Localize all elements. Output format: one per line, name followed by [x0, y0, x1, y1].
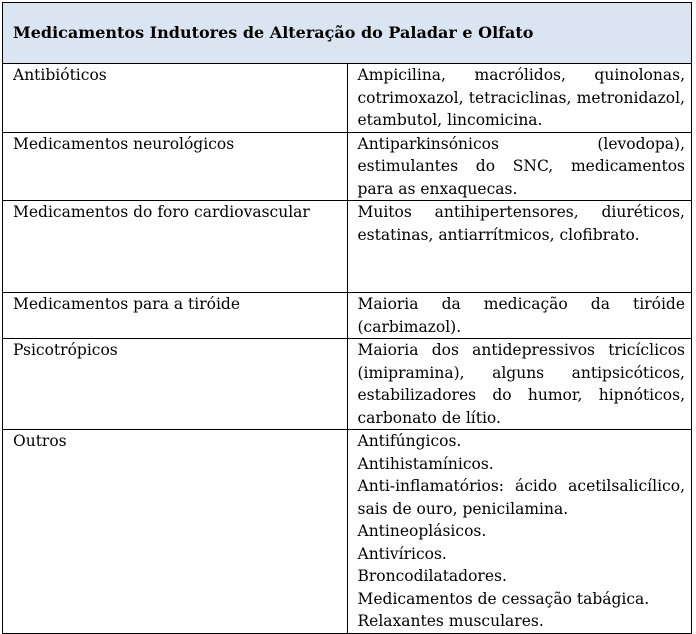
list-item: Antihistamínicos.: [357, 454, 494, 473]
category-cell: Antibióticos: [3, 64, 348, 133]
list-item: Antifúngicos.: [357, 432, 462, 450]
category-cell: Medicamentos para a tiróide: [3, 293, 348, 339]
table-row: [3, 293, 692, 339]
description-cell: Antiparkinsónicos (levodopa), estimulantes do SNC, medicamentos para as enxaquecas.: [347, 132, 692, 201]
description-cell: Maioria da medicação da tiróide (carbimazol).: [347, 293, 692, 339]
list-item: Antineoplásicos.: [357, 522, 487, 540]
table-row: [3, 64, 692, 133]
table-header-row: [3, 3, 692, 64]
drug-table: [2, 2, 692, 634]
list-item: Relaxantes musculares.: [357, 612, 544, 630]
category-cell: Medicamentos neurológicos: [3, 132, 348, 201]
category-cell: Psicotrópicos: [3, 339, 348, 430]
category-cell: Medicamentos do foro cardiovascular: [3, 201, 348, 293]
list-item: Antivíricos.: [357, 544, 447, 563]
description-cell: Ampicilina, macrólidos, quinolonas, cotrimoxazol, tetraciclinas, metronidazol, etambutol, lincomicina.: [347, 64, 692, 133]
table-row: [3, 339, 692, 430]
list-item: Broncodilatadores.: [357, 567, 507, 585]
list-item: Medicamentos de cessação tabágica.: [357, 589, 650, 608]
description-cell-list: [347, 430, 692, 634]
table-row: [3, 430, 692, 634]
list-item: Anti-inflamatórios: ácido acetilsalicílico, sais de ouro, penicilamina.: [357, 477, 685, 518]
description-cell: Muitos antihipertensores, diuréticos, estatinas, antiarrítmicos, clofibrato.: [347, 201, 692, 293]
table-title: Medicamentos Indutores de Alteração do Paladar e Olfato: [3, 3, 692, 64]
description-cell: Maioria dos antidepressivos tricíclicos (imipramina), alguns antipsicóticos, estabilizadores do humor, hipnóticos, carbonato de lítio.: [347, 339, 692, 430]
table-row: [3, 201, 692, 293]
table-row: [3, 132, 692, 201]
category-cell: Outros: [3, 430, 348, 634]
